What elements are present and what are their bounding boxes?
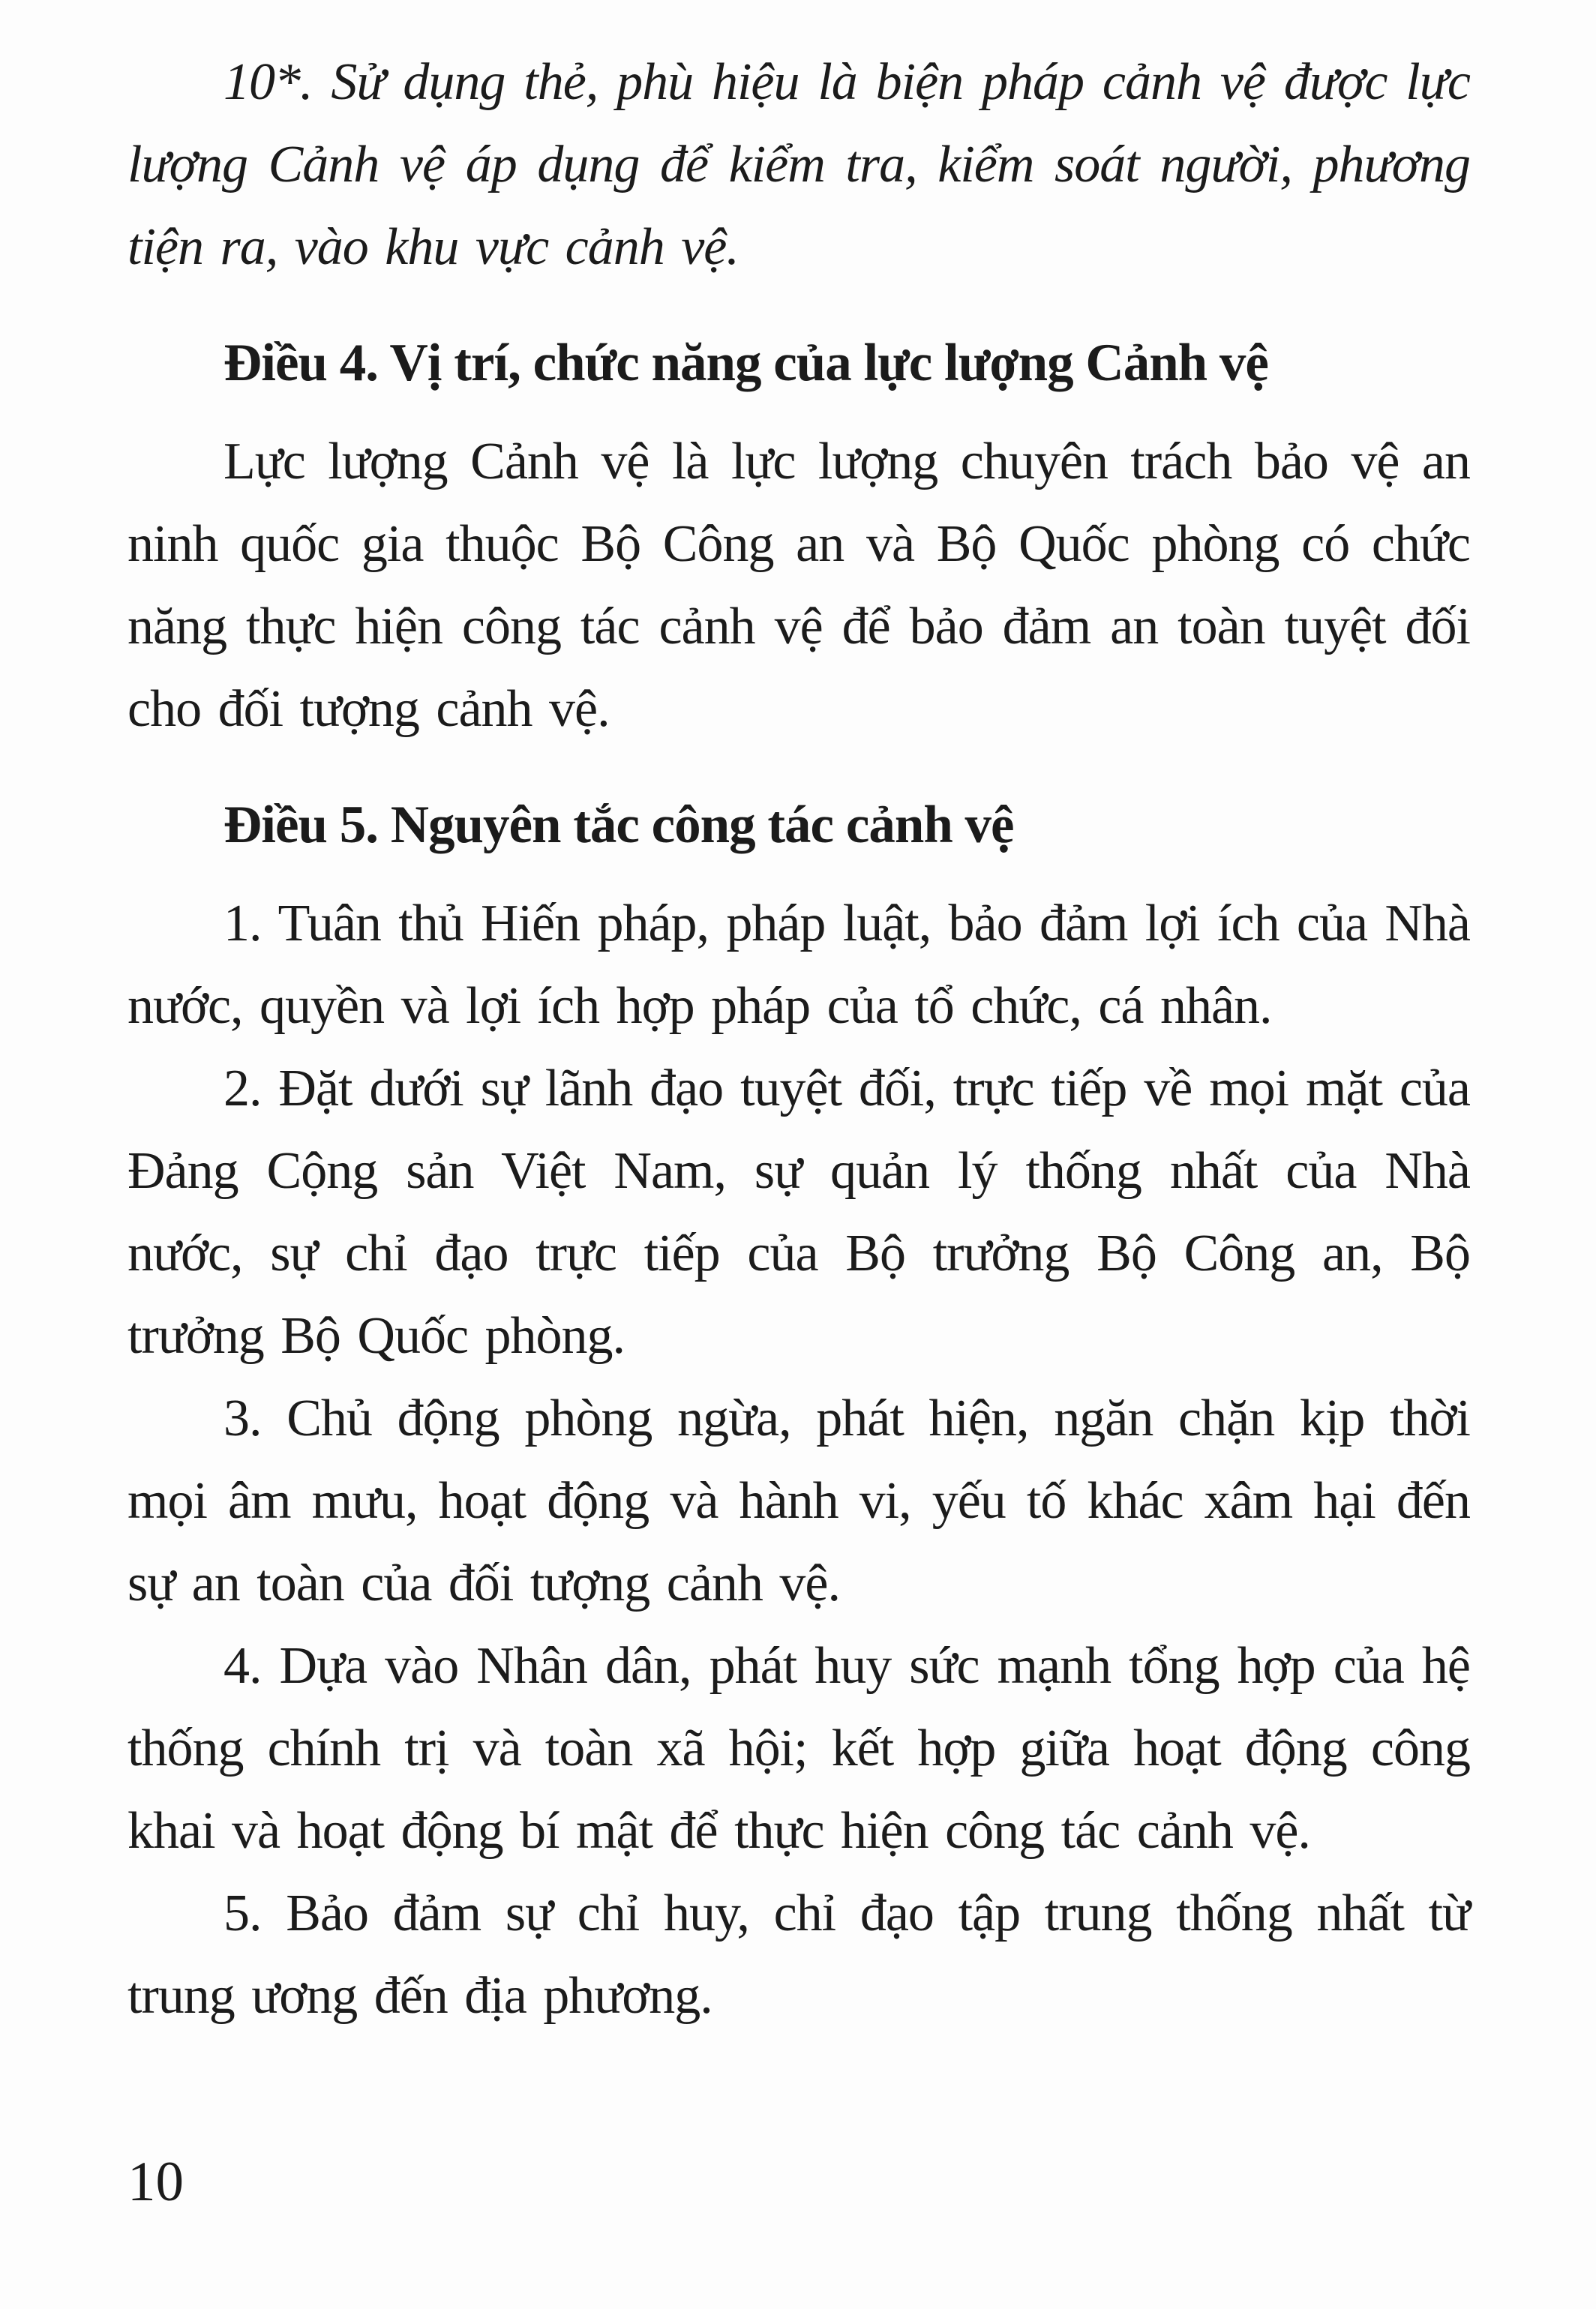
footnote-item-10-definition: 10*. Sử dụng thẻ, phù hiệu là biện pháp cảnh vệ được lực lượng Cảnh vệ áp dụng để kiểm tra, kiểm soát người, phương tiện ra, vào khu vực cảnh vệ. <box>128 53 1470 276</box>
article-5-clause-4: 4. Dựa vào Nhân dân, phát huy sức mạnh tổng hợp của hệ thống chính trị và toàn xã hội; kết hợp giữa hoạt động công khai và hoạt động bí mật để thực hiện công tác cảnh vệ. <box>128 1637 1470 1860</box>
page-number: 10 <box>128 2151 184 2213</box>
article-5-clause-3: 3. Chủ động phòng ngừa, phát hiện, ngăn chặn kịp thời mọi âm mưu, hoạt động và hành vi, yếu tố khác xâm hại đến sự an toàn của đối tượng cảnh vệ. <box>128 1390 1470 1612</box>
article-5-clause-1: 1. Tuân thủ Hiến pháp, pháp luật, bảo đảm lợi ích của Nhà nước, quyền và lợi ích hợp pháp của tổ chức, cá nhân. <box>128 895 1470 1035</box>
article-5-clause-5: 5. Bảo đảm sự chỉ huy, chỉ đạo tập trung thống nhất từ trung ương đến địa phương. <box>128 1885 1470 2025</box>
article-5-clause-2: 2. Đặt dưới sự lãnh đạo tuyệt đối, trực tiếp về mọi mặt của Đảng Cộng sản Việt Nam, sự quản lý thống nhất của Nhà nước, sự chỉ đạo trực tiếp của Bộ trưởng Bộ Công an, Bộ trưởng Bộ Quốc phòng. <box>128 1060 1470 1365</box>
article-4-body-paragraph: Lực lượng Cảnh vệ là lực lượng chuyên trách bảo vệ an ninh quốc gia thuộc Bộ Công an và Bộ Quốc phòng có chức năng thực hiện công tác cảnh vệ để bảo đảm an toàn tuyệt đối cho đối tượng cảnh vệ. <box>128 433 1470 738</box>
article-4-heading: Điều 4. Vị trí, chức năng của lực lượng Cảnh vệ <box>224 334 1268 392</box>
article-5-heading: Điều 5. Nguyên tắc công tác cảnh vệ <box>224 796 1014 854</box>
